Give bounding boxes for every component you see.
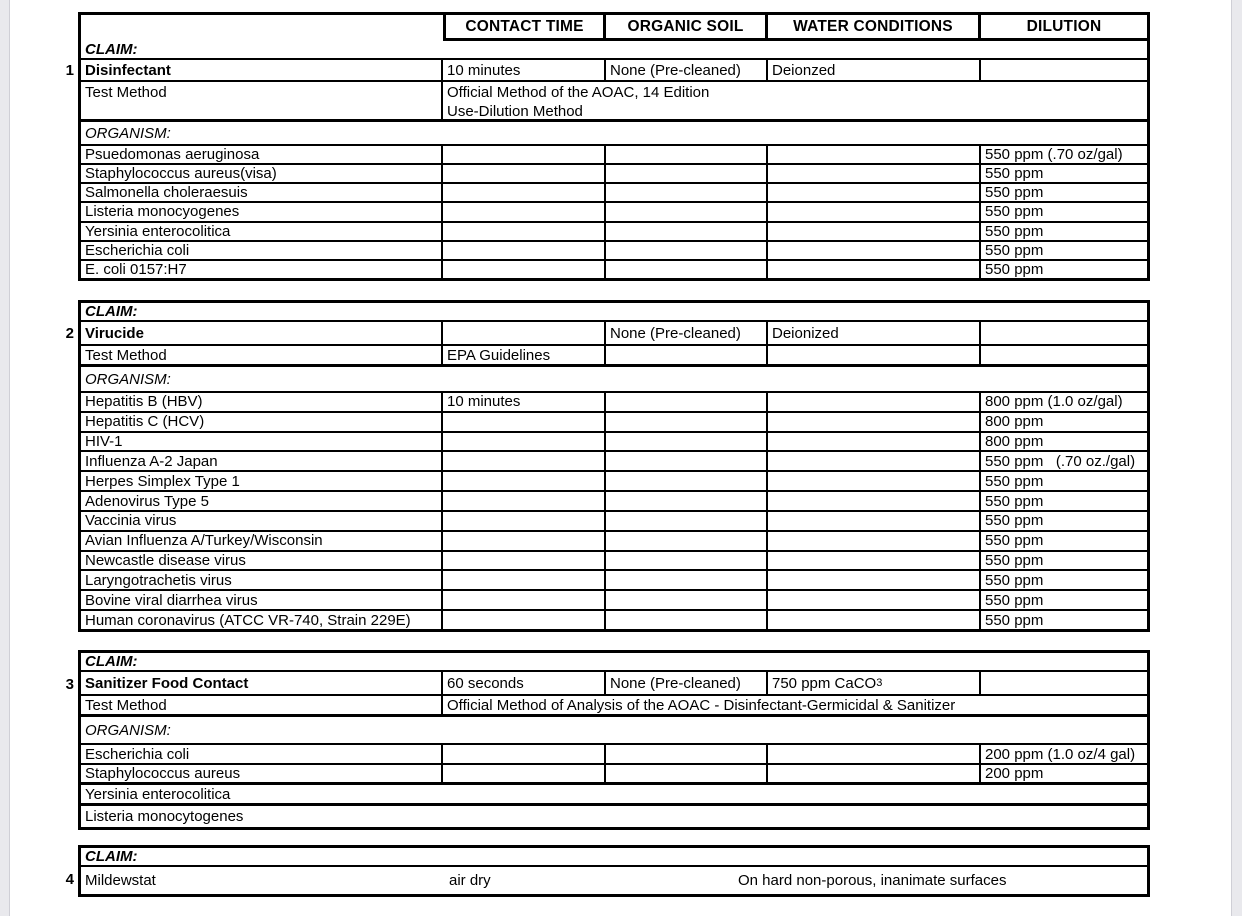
dilution-value: 550 ppm (985, 184, 1044, 202)
claim-number-3: 3 (65, 676, 74, 693)
organic-soil-value: None (Pre-cleaned) (606, 672, 768, 694)
water-conditions-cell (768, 346, 981, 364)
claim-section-disinfectant (78, 12, 1150, 281)
dilution-value: 800 ppm (985, 413, 1044, 431)
contact-time-cell (443, 184, 606, 201)
contact-time-cell (443, 452, 606, 470)
water-conditions-cell (768, 512, 981, 530)
organism-name: Yersinia enterocolitica (85, 785, 231, 803)
contact-time-cell (443, 261, 606, 278)
claim-number-4: 4 (65, 871, 74, 888)
organism-row-full-width (81, 806, 1147, 827)
dilution-value: 550 ppm (985, 472, 1044, 490)
organism-name: Salmonella choleraesuis (81, 184, 443, 201)
water-conditions-cell (768, 184, 981, 201)
contact-time-cell (443, 571, 606, 589)
test-method-line-2: Use-Dilution Method (447, 103, 583, 120)
water-conditions-cell (768, 203, 981, 220)
organism-row (81, 611, 1147, 629)
organism-row (81, 393, 1147, 413)
organic-soil-cell (606, 261, 768, 278)
organic-soil-cell (606, 512, 768, 530)
contact-time-cell (443, 492, 606, 510)
water-conditions-cell (768, 413, 981, 431)
organic-soil-cell (606, 552, 768, 570)
organic-soil-cell (606, 532, 768, 550)
contact-time-cell (443, 433, 606, 451)
organism-name: Escherichia coli (81, 745, 443, 763)
water-conditions-cell (768, 146, 981, 163)
organism-row (81, 472, 1147, 492)
organism-row (81, 765, 1147, 785)
dilution-value: 550 ppm (985, 165, 1044, 183)
claim-section-mildewstat (78, 845, 1150, 897)
organism-label: ORGANISM: (81, 367, 1147, 393)
water-conditions-cell (768, 765, 981, 782)
organic-soil-value: None (Pre-cleaned) (606, 322, 768, 344)
test-method-label: Test Method (81, 346, 443, 364)
water-conditions-main: 750 ppm CaCO (772, 674, 877, 692)
organism-name: Yersinia enterocolitica (81, 223, 443, 240)
organism-name: Hepatitis C (HCV) (81, 413, 443, 431)
organic-soil-cell (606, 203, 768, 220)
claim-data-row (81, 867, 1147, 894)
organism-name: Escherichia coli (81, 242, 443, 259)
surface-note: On hard non-porous, inanimate surfaces (738, 872, 1007, 889)
contact-time-cell (443, 165, 606, 182)
organism-row (81, 413, 1147, 433)
claim-section-sanitizer (78, 650, 1150, 830)
claim-name: Disinfectant (81, 60, 443, 80)
organism-name: Influenza A-2 Japan (81, 452, 443, 470)
contact-time-cell (443, 611, 606, 629)
dilution-value: 200 ppm (985, 765, 1044, 782)
organic-soil-cell (606, 413, 768, 431)
claim-name: Mildewstat (85, 872, 156, 889)
organic-soil-cell (606, 184, 768, 201)
dilution-cell (981, 322, 1147, 344)
claim-data-row (81, 672, 1147, 696)
test-method-line-1: Official Method of the AOAC, 14 Edition (447, 84, 710, 101)
header-spacer (81, 15, 443, 41)
contact-time-cell (443, 242, 606, 259)
organic-soil-cell (606, 745, 768, 763)
water-conditions-value (768, 672, 981, 694)
dilution-value: 550 ppm (985, 512, 1044, 530)
organic-soil-cell (606, 223, 768, 240)
organism-row (81, 452, 1147, 472)
contact-time-cell (443, 472, 606, 490)
organism-row (81, 146, 1147, 165)
claim-section-virucide (78, 300, 1150, 632)
organism-name: Human coronavirus (ATCC VR-740, Strain 229E) (81, 611, 443, 629)
organism-label: ORGANISM: (81, 122, 1147, 146)
dilution-value: 550 ppm (.70 oz./gal) (985, 452, 1136, 470)
test-method-value (443, 82, 1147, 119)
contact-time-cell: 10 minutes (443, 393, 606, 411)
claim-label: CLAIM: (81, 848, 1147, 867)
organism-row (81, 223, 1147, 242)
water-conditions-subscript: 3 (876, 677, 883, 689)
organic-soil-cell (606, 571, 768, 589)
dilution-value: 550 ppm (.70 oz/gal) (985, 146, 1123, 164)
header-dilution: DILUTION (981, 15, 1147, 41)
water-conditions-cell (768, 433, 981, 451)
organism-name: Vaccinia virus (81, 512, 443, 530)
page-right-margin (1231, 0, 1242, 916)
test-method-label: Test Method (81, 82, 443, 119)
water-conditions-cell (768, 261, 981, 278)
claim-label: CLAIM: (81, 303, 1147, 322)
organism-name: Newcastle disease virus (81, 552, 443, 570)
water-conditions-cell (768, 611, 981, 629)
header-contact-time: CONTACT TIME (443, 15, 606, 41)
organism-name: Bovine viral diarrhea virus (81, 591, 443, 609)
claim-label: CLAIM: (81, 41, 1147, 60)
organism-row (81, 203, 1147, 222)
organic-soil-cell (606, 591, 768, 609)
organism-label: ORGANISM: (81, 717, 1147, 745)
dilution-value: 550 ppm (985, 241, 1044, 259)
water-conditions-cell (768, 591, 981, 609)
organism-name: HIV-1 (81, 433, 443, 451)
page-left-margin (0, 0, 10, 916)
organism-row (81, 552, 1147, 572)
claim-name: Sanitizer Food Contact (81, 672, 443, 694)
water-conditions-cell (768, 242, 981, 259)
dilution-cell (981, 672, 1147, 694)
dilution-value: 800 ppm (1.0 oz/gal) (985, 393, 1123, 411)
claim-data-row (81, 322, 1147, 346)
organism-row (81, 492, 1147, 512)
organic-soil-cell (606, 146, 768, 163)
organism-row (81, 433, 1147, 453)
header-organic-soil: ORGANIC SOIL (606, 15, 768, 41)
organic-soil-cell (606, 242, 768, 259)
contact-time-cell (443, 552, 606, 570)
organism-name: Avian Influenza A/Turkey/Wisconsin (81, 532, 443, 550)
claim-number-1: 1 (65, 62, 74, 79)
test-method-row (81, 346, 1147, 367)
contact-time-cell (443, 146, 606, 163)
contact-time-value (443, 322, 606, 344)
organism-row-full-width (81, 785, 1147, 806)
organic-soil-cell (606, 492, 768, 510)
water-conditions-cell (768, 472, 981, 490)
organism-row (81, 261, 1147, 278)
organism-row (81, 591, 1147, 611)
contact-time-value: 10 minutes (443, 60, 606, 80)
dilution-value: 550 ppm (985, 571, 1044, 589)
contact-time-cell (443, 745, 606, 763)
test-method-value: Official Method of Analysis of the AOAC - Disinfectant-Germicidal & Sanitizer (447, 696, 956, 714)
water-conditions-value: Deionized (768, 322, 981, 344)
organism-name: Staphylococcus aureus (81, 765, 443, 782)
dilution-value: 550 ppm (985, 260, 1044, 278)
test-method-value: EPA Guidelines (443, 346, 606, 364)
dilution-value: 550 ppm (985, 591, 1044, 609)
contact-time-cell (443, 532, 606, 550)
water-conditions-cell (768, 393, 981, 411)
water-conditions-cell (768, 571, 981, 589)
dilution-value: 550 ppm (985, 532, 1044, 550)
organic-soil-cell (606, 165, 768, 182)
dilution-value: 550 ppm (985, 611, 1044, 629)
water-conditions-cell (768, 223, 981, 240)
water-conditions-cell (768, 552, 981, 570)
dilution-cell (981, 346, 1147, 364)
water-conditions-cell (768, 745, 981, 763)
water-conditions-cell (768, 452, 981, 470)
organism-row (81, 532, 1147, 552)
water-conditions-value: Deionzed (768, 60, 981, 80)
organism-name: Hepatitis B (HBV) (81, 393, 443, 411)
claim-name: Virucide (81, 322, 443, 344)
organic-soil-cell (606, 611, 768, 629)
contact-time-value: air dry (449, 872, 491, 889)
organism-row (81, 745, 1147, 765)
test-method-row (81, 696, 1147, 717)
water-conditions-cell (768, 165, 981, 182)
dilution-value: 550 ppm (985, 222, 1044, 240)
contact-time-cell (443, 223, 606, 240)
contact-time-cell (443, 203, 606, 220)
contact-time-cell (443, 591, 606, 609)
claim-label: CLAIM: (81, 653, 1147, 672)
test-method-row (81, 82, 1147, 122)
contact-time-cell (443, 413, 606, 431)
organic-soil-cell (606, 452, 768, 470)
organic-soil-cell (606, 433, 768, 451)
dilution-value: 550 ppm (985, 492, 1044, 510)
dilution-value: 800 ppm (985, 433, 1044, 451)
organism-row (81, 242, 1147, 261)
organism-row (81, 512, 1147, 532)
organism-name: Herpes Simplex Type 1 (81, 472, 443, 490)
organism-row (81, 571, 1147, 591)
water-conditions-cell (768, 532, 981, 550)
dilution-value: 550 ppm (985, 203, 1044, 221)
test-method-label: Test Method (81, 696, 443, 714)
contact-time-cell (443, 765, 606, 782)
organism-name: Laryngotrachetis virus (81, 571, 443, 589)
organism-name: Listeria monocytogenes (85, 808, 244, 825)
organic-soil-cell (606, 346, 768, 364)
organic-soil-cell (606, 472, 768, 490)
organic-soil-value: None (Pre-cleaned) (606, 60, 768, 80)
contact-time-value: 60 seconds (443, 672, 606, 694)
organism-name: Staphylococcus aureus(visa) (81, 165, 443, 182)
dilution-value: 200 ppm (1.0 oz/4 gal) (985, 745, 1136, 763)
dilution-value: 550 ppm (985, 552, 1044, 570)
organism-name: Psuedomonas aeruginosa (81, 146, 443, 163)
organic-soil-cell (606, 393, 768, 411)
column-header-row (81, 15, 1147, 41)
dilution-cell (981, 60, 1147, 80)
claim-data-row (81, 60, 1147, 82)
organism-row (81, 184, 1147, 203)
water-conditions-cell (768, 492, 981, 510)
organism-name: Listeria monocyogenes (81, 203, 443, 220)
organism-name: Adenovirus Type 5 (81, 492, 443, 510)
header-water-conditions: WATER CONDITIONS (768, 15, 981, 41)
organism-name: E. coli 0157:H7 (81, 261, 443, 278)
contact-time-cell (443, 512, 606, 530)
claim-number-2: 2 (65, 325, 74, 342)
organism-row (81, 165, 1147, 184)
organic-soil-cell (606, 765, 768, 782)
